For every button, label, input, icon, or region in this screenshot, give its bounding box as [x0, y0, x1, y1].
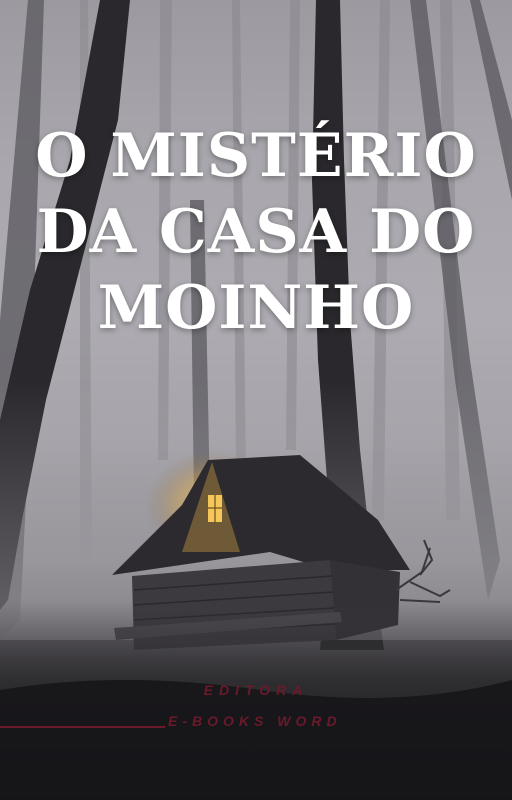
title-line-2: DA CASA DO: [36, 197, 476, 267]
publisher-label: EDITORA: [203, 682, 309, 698]
title-line-3: MOINHO: [97, 273, 415, 343]
title-line-1: O MISTÉRIO: [35, 121, 477, 191]
publisher-divider: [0, 726, 165, 728]
publisher-name: E-BOOKS WORD: [168, 713, 342, 729]
book-title: [0, 118, 512, 346]
